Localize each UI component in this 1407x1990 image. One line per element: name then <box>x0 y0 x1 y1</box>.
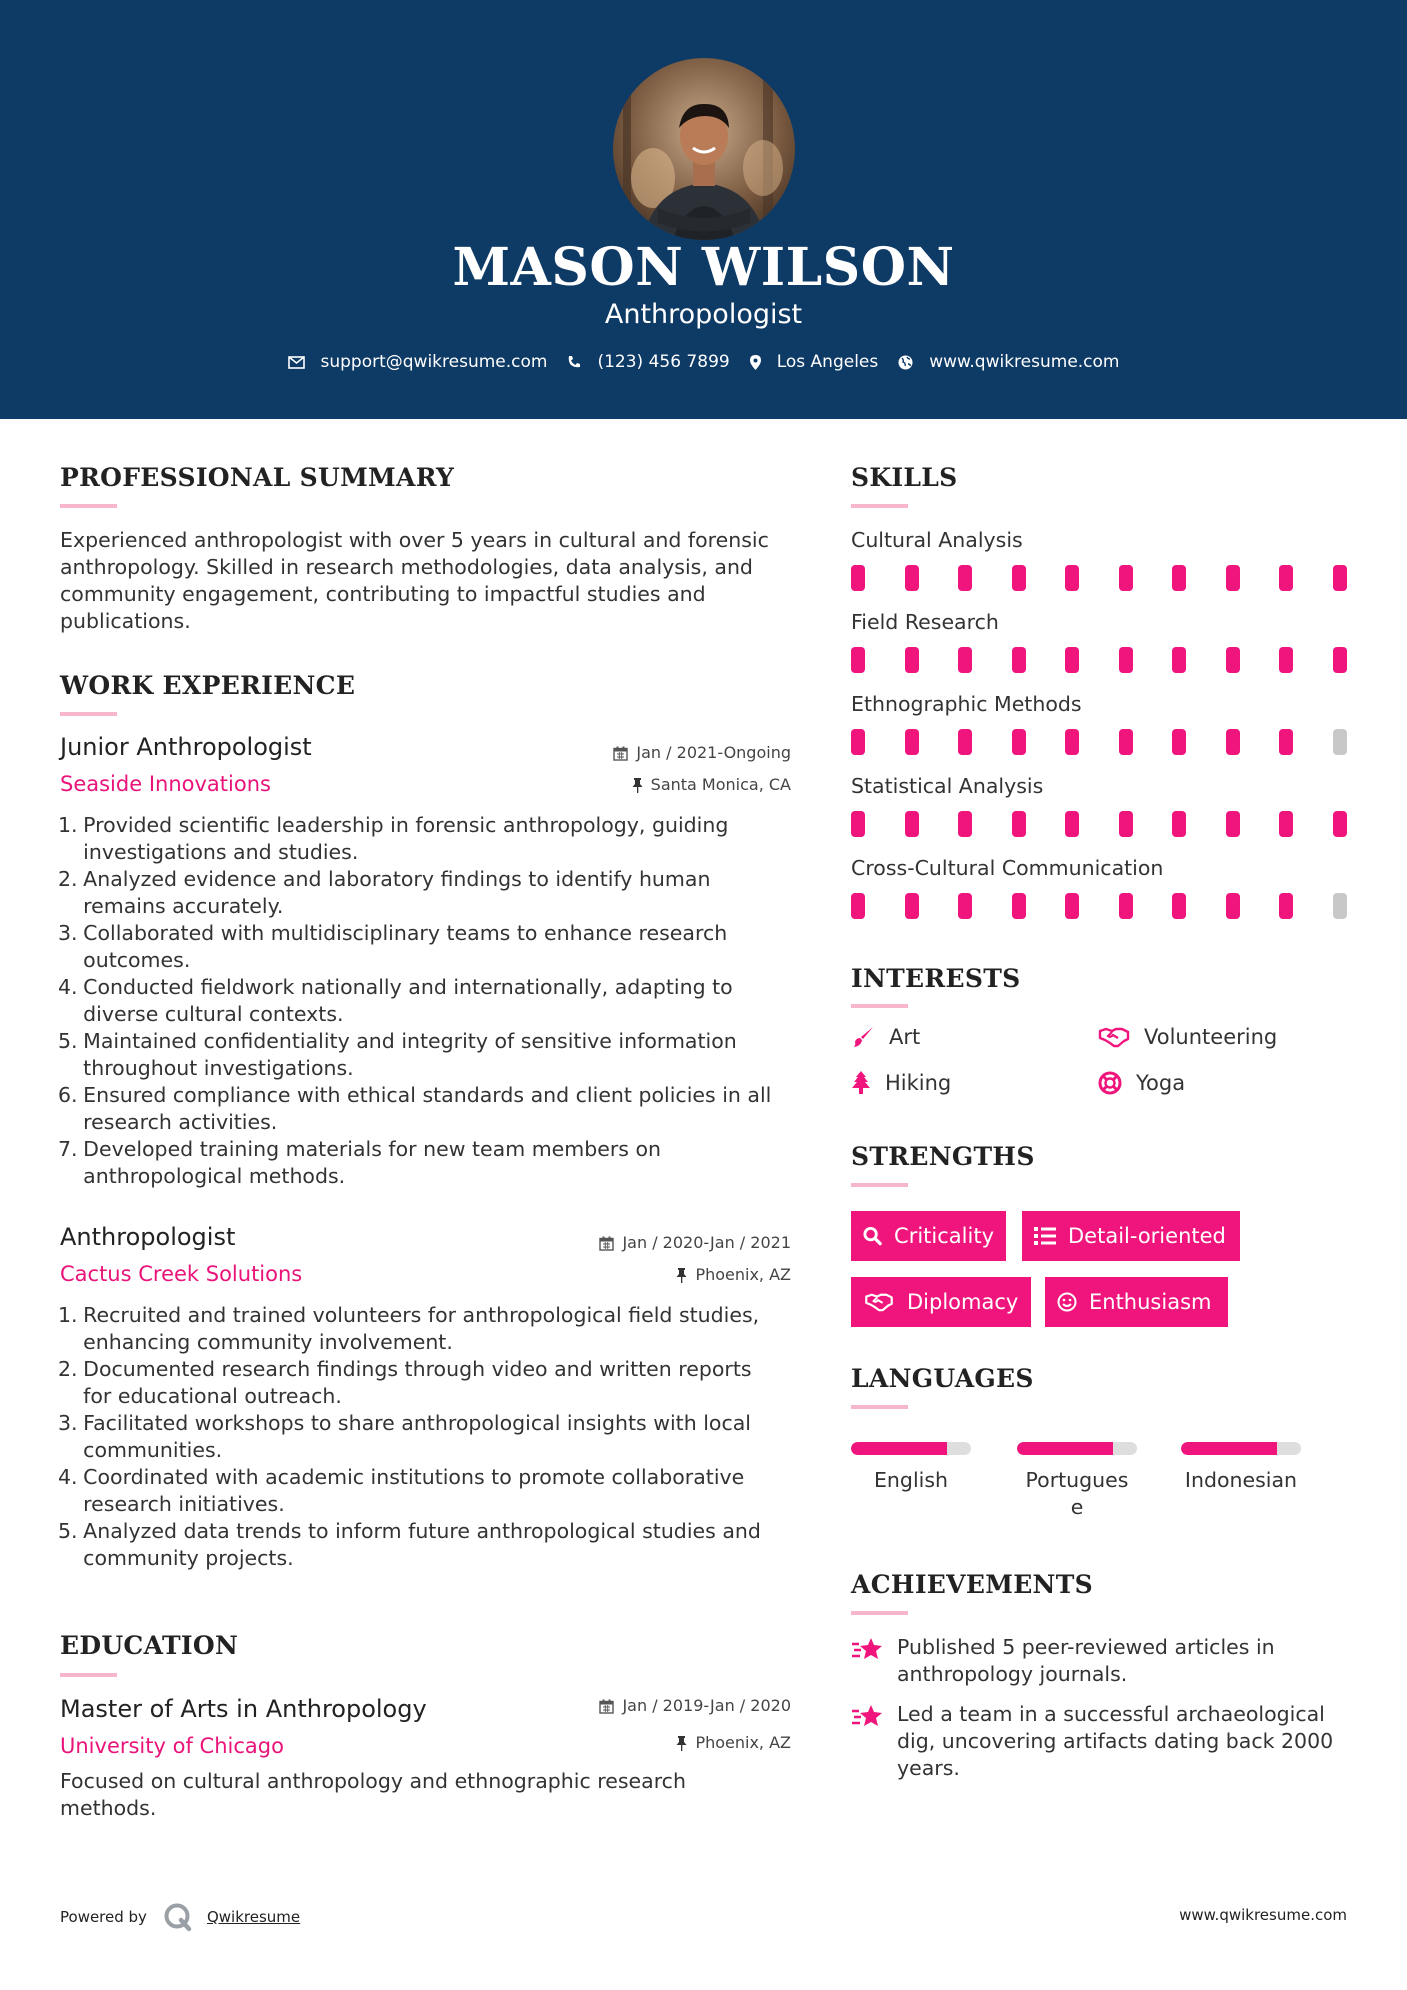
skill-dot-filled <box>1012 647 1026 673</box>
education-line: methods. <box>60 1796 157 1820</box>
job-location-text: Phoenix, AZ <box>695 1265 791 1284</box>
skill-dot-filled <box>958 729 972 755</box>
list-line: research initiatives. <box>83 1492 285 1516</box>
list-item <box>58 812 818 866</box>
list-line: outcomes. <box>83 948 191 972</box>
job-company: Seaside Innovations <box>60 772 271 796</box>
job-duties-list <box>58 812 818 1190</box>
strength-label: Criticality <box>894 1224 994 1248</box>
list-icon <box>1034 1227 1056 1245</box>
interests-heading: INTERESTS <box>851 964 1021 993</box>
language-item <box>1017 1442 1137 1521</box>
skill-dot-filled <box>1065 811 1079 837</box>
shooting-star-icon <box>851 1703 883 1729</box>
education-date-text: Jan / 2019-Jan / 2020 <box>622 1696 791 1715</box>
lifebuoy-icon <box>1098 1071 1122 1095</box>
list-line: remains accurately. <box>83 894 284 918</box>
list-line: Provided scientific leadership in forensic anthropology, guiding <box>83 813 729 837</box>
skills-heading: SKILLS <box>851 463 958 492</box>
list-item <box>58 920 818 974</box>
handshake-icon <box>1098 1026 1130 1048</box>
strength-label: Enthusiasm <box>1089 1290 1212 1314</box>
skill-dot-empty <box>1333 729 1347 755</box>
summary-text <box>60 527 820 635</box>
list-line: Recruited and trained volunteers for anthropological field studies, <box>83 1303 760 1327</box>
list-line: Analyzed data trends to inform future anthropological studies and <box>83 1519 761 1543</box>
skill-name: Cross-Cultural Communication <box>851 856 1164 880</box>
language-bar <box>1017 1442 1137 1455</box>
skill-dot-filled <box>1012 565 1026 591</box>
list-line: Collaborated with multidisciplinary teams to enhance research <box>83 921 728 945</box>
list-line: Facilitated workshops to share anthropological insights with local <box>83 1411 751 1435</box>
skill-dot-filled <box>1012 729 1026 755</box>
calendar-icon <box>599 1699 614 1714</box>
skill-dot-filled <box>1226 811 1240 837</box>
job-duties-list <box>58 1302 818 1572</box>
education-location-text: Phoenix, AZ <box>695 1733 791 1752</box>
skill-dot-filled <box>905 811 919 837</box>
skill-dot-filled <box>1226 729 1240 755</box>
contact-email-text: support@qwikresume.com <box>320 352 548 372</box>
language-bar <box>1181 1442 1301 1455</box>
achievement-item <box>851 1701 1351 1782</box>
skill-item <box>851 691 1351 773</box>
paintbrush-icon <box>851 1025 875 1049</box>
skill-dot-filled <box>958 811 972 837</box>
smile-icon <box>1057 1292 1077 1312</box>
calendar-icon <box>599 1236 614 1251</box>
interest-item <box>1098 1025 1277 1049</box>
skill-rating <box>851 565 1351 591</box>
education-school: University of Chicago <box>60 1734 284 1758</box>
job-location <box>632 774 791 796</box>
interest-item <box>851 1025 920 1049</box>
globe-icon <box>898 355 913 370</box>
pushpin-icon <box>632 778 643 793</box>
list-line: community projects. <box>83 1546 294 1570</box>
skill-item <box>851 855 1351 937</box>
interest-label: Hiking <box>885 1071 952 1095</box>
language-name <box>1017 1467 1137 1521</box>
list-item <box>58 1082 818 1136</box>
skill-dot-filled <box>851 893 865 919</box>
job-location-text: Santa Monica, CA <box>650 775 791 794</box>
skill-dot-filled <box>1333 647 1347 673</box>
list-number: 1. <box>58 1303 78 1327</box>
achievements-heading: ACHIEVEMENTS <box>851 1570 1093 1599</box>
summary-line: community engagement, contributing to impactful studies and <box>60 582 706 606</box>
job-date <box>613 742 791 764</box>
achievement-line: Published 5 peer-reviewed articles in <box>897 1635 1275 1659</box>
strength-label: Detail-oriented <box>1068 1224 1226 1248</box>
skill-dot-filled <box>1065 565 1079 591</box>
skill-dot-filled <box>1172 565 1186 591</box>
summary-line: publications. <box>60 609 191 633</box>
job-date-text: Jan / 2020-Jan / 2021 <box>622 1233 791 1252</box>
list-item <box>58 1028 818 1082</box>
list-line: Analyzed evidence and laboratory findings to identify human <box>83 867 711 891</box>
list-line: Conducted fieldwork nationally and internationally, adapting to <box>83 975 733 999</box>
job-date-text: Jan / 2021-Ongoing <box>636 743 791 762</box>
skill-dot-filled <box>1119 729 1133 755</box>
list-line: for educational outreach. <box>83 1384 342 1408</box>
skill-item <box>851 773 1351 855</box>
strength-label: Diplomacy <box>907 1290 1019 1314</box>
job-date <box>599 1232 791 1254</box>
list-item <box>58 866 818 920</box>
education-date <box>599 1695 791 1717</box>
pushpin-icon <box>676 1268 687 1283</box>
education-heading: EDUCATION <box>60 1631 239 1660</box>
education-line: Focused on cultural anthropology and ethnographic research <box>60 1769 686 1793</box>
footer-branding <box>60 1902 300 1932</box>
interest-label: Yoga <box>1136 1071 1186 1095</box>
skill-dot-filled <box>1226 647 1240 673</box>
achievement-line: anthropology journals. <box>897 1662 1128 1686</box>
list-number: 2. <box>58 867 78 891</box>
skill-dot-filled <box>1119 811 1133 837</box>
skills-list <box>851 527 1351 937</box>
skill-name: Ethnographic Methods <box>851 692 1082 716</box>
skill-dot-filled <box>1119 893 1133 919</box>
skill-dot-filled <box>905 647 919 673</box>
language-name <box>1181 1467 1301 1494</box>
skill-dot-filled <box>851 811 865 837</box>
list-line: Coordinated with academic institutions to promote collaborative <box>83 1465 745 1489</box>
job-title: Anthropologist <box>60 1223 236 1251</box>
education-description <box>60 1768 820 1822</box>
contact-website-text: www.qwikresume.com <box>929 352 1120 372</box>
list-number: 4. <box>58 1465 78 1489</box>
language-name <box>851 1467 971 1494</box>
summary-line: Experienced anthropologist with over 5 years in cultural and forensic <box>60 528 769 552</box>
skill-dot-filled <box>1279 565 1293 591</box>
list-number: 3. <box>58 1411 78 1435</box>
strength-tag <box>1045 1277 1228 1327</box>
summary-line: anthropology. Skilled in research methodologies, data analysis, and <box>60 555 753 579</box>
list-line: Documented research findings through video and written reports <box>83 1357 752 1381</box>
skill-dot-filled <box>1012 893 1026 919</box>
contact-phone[interactable] <box>567 352 729 372</box>
skill-dot-filled <box>851 647 865 673</box>
achievement-line: years. <box>897 1756 960 1780</box>
list-line: investigations and studies. <box>83 840 359 864</box>
search-icon <box>863 1226 882 1246</box>
skills-underline <box>851 504 908 508</box>
skill-dot-filled <box>958 647 972 673</box>
experience-heading: WORK EXPERIENCE <box>60 671 356 700</box>
job-title: Junior Anthropologist <box>60 733 312 761</box>
contact-bar <box>0 352 1407 372</box>
achievement-item <box>851 1634 1351 1688</box>
strength-tag <box>1022 1211 1240 1261</box>
skill-dot-filled <box>1065 729 1079 755</box>
strengths-underline <box>851 1183 908 1187</box>
language-bar <box>851 1442 971 1455</box>
language-bar-fill <box>1017 1442 1113 1455</box>
list-number: 5. <box>58 1029 78 1053</box>
shooting-star-icon <box>851 1636 883 1662</box>
interest-label: Art <box>889 1025 921 1049</box>
footer-website[interactable]: www.qwikresume.com <box>1179 1906 1347 1924</box>
achievement-line: Led a team in a successful archaeological <box>897 1702 1325 1726</box>
language-name-line: Portugues <box>1025 1468 1129 1492</box>
qwikresume-logo-icon <box>163 1902 193 1932</box>
contact-location-text: Los Angeles <box>776 352 879 372</box>
skill-item <box>851 609 1351 691</box>
list-line: throughout investigations. <box>83 1056 354 1080</box>
skill-dot-filled <box>1172 893 1186 919</box>
language-name-line: English <box>873 1468 949 1492</box>
list-item <box>58 1136 818 1190</box>
contact-location <box>750 352 879 372</box>
list-number: 2. <box>58 1357 78 1381</box>
map-pin-icon <box>750 355 761 370</box>
list-item <box>58 1410 818 1464</box>
skill-dot-filled <box>851 729 865 755</box>
skill-dot-filled <box>1279 647 1293 673</box>
skill-dot-filled <box>1333 565 1347 591</box>
skill-dot-empty <box>1333 893 1347 919</box>
handshake-icon <box>863 1292 895 1312</box>
strengths-heading: STRENGTHS <box>851 1142 1035 1171</box>
summary-underline <box>60 504 117 508</box>
language-name-line: e <box>1070 1495 1084 1519</box>
skill-dot-filled <box>1012 811 1026 837</box>
skill-dot-filled <box>1119 647 1133 673</box>
skill-dot-filled <box>1119 565 1133 591</box>
candidate-title: Anthropologist <box>604 299 803 330</box>
interest-label: Volunteering <box>1144 1025 1278 1049</box>
job-company: Cactus Creek Solutions <box>60 1262 303 1286</box>
interests-underline <box>851 1004 908 1008</box>
powered-by-label: Powered by <box>60 1908 147 1926</box>
brand-link[interactable]: Qwikresume <box>206 1908 301 1926</box>
language-item <box>1181 1442 1301 1494</box>
skill-name: Cultural Analysis <box>851 528 1023 552</box>
skill-rating <box>851 729 1351 755</box>
education-degree: Master of Arts in Anthropology <box>60 1695 427 1723</box>
strength-tag <box>851 1211 1006 1261</box>
skill-dot-filled <box>905 729 919 755</box>
education-underline <box>60 1673 117 1677</box>
contact-email[interactable] <box>288 352 548 372</box>
skill-dot-filled <box>958 893 972 919</box>
list-item <box>58 1302 818 1356</box>
skill-dot-filled <box>1172 647 1186 673</box>
education-location <box>676 1732 791 1754</box>
list-number: 5. <box>58 1519 78 1543</box>
calendar-icon <box>613 746 628 761</box>
list-line: enhancing community involvement. <box>83 1330 453 1354</box>
pushpin-icon <box>676 1736 687 1751</box>
tree-icon <box>851 1071 871 1095</box>
skill-dot-filled <box>1279 729 1293 755</box>
language-bar-fill <box>851 1442 947 1455</box>
list-number: 4. <box>58 975 78 999</box>
skill-rating <box>851 811 1351 837</box>
skill-dot-filled <box>1172 811 1186 837</box>
language-item <box>851 1442 971 1494</box>
list-line: diverse cultural contexts. <box>83 1002 344 1026</box>
job-location <box>676 1264 791 1286</box>
skill-rating <box>851 893 1351 919</box>
interest-item <box>1098 1071 1185 1095</box>
list-item <box>58 974 818 1028</box>
contact-phone-text: (123) 456 7899 <box>597 352 730 372</box>
list-item <box>58 1518 818 1572</box>
skill-dot-filled <box>905 565 919 591</box>
skill-dot-filled <box>1333 811 1347 837</box>
skill-dot-filled <box>905 893 919 919</box>
skill-dot-filled <box>1226 565 1240 591</box>
languages-heading: LANGUAGES <box>851 1364 1034 1393</box>
phone-icon <box>567 355 581 369</box>
list-number: 6. <box>58 1083 78 1107</box>
skill-dot-filled <box>958 565 972 591</box>
list-number: 7. <box>58 1137 78 1161</box>
achievement-line: dig, uncovering artifacts dating back 2000 <box>897 1729 1334 1753</box>
list-line: research activities. <box>83 1110 278 1134</box>
envelope-icon <box>288 356 305 369</box>
list-item <box>58 1464 818 1518</box>
skill-dot-filled <box>1065 893 1079 919</box>
strength-tag <box>851 1277 1031 1327</box>
languages-underline <box>851 1405 908 1409</box>
profile-photo <box>613 58 795 240</box>
summary-heading: PROFESSIONAL SUMMARY <box>60 463 455 492</box>
skill-dot-filled <box>1065 647 1079 673</box>
list-item <box>58 1356 818 1410</box>
achievements-underline <box>851 1611 908 1615</box>
contact-website[interactable] <box>898 352 1119 372</box>
skill-item <box>851 527 1351 609</box>
experience-underline <box>60 712 117 716</box>
skill-dot-filled <box>1279 811 1293 837</box>
skill-dot-filled <box>1279 893 1293 919</box>
skill-dot-filled <box>1226 893 1240 919</box>
skill-dot-filled <box>1172 729 1186 755</box>
candidate-name: MASON WILSON <box>452 237 955 298</box>
skill-name: Statistical Analysis <box>851 774 1044 798</box>
list-number: 3. <box>58 921 78 945</box>
interest-item <box>851 1071 951 1095</box>
list-number: 1. <box>58 813 78 837</box>
skill-rating <box>851 647 1351 673</box>
skill-dot-filled <box>851 565 865 591</box>
language-name-line: Indonesian <box>1184 1468 1298 1492</box>
list-line: Maintained confidentiality and integrity of sensitive information <box>83 1029 737 1053</box>
skill-name: Field Research <box>851 610 999 634</box>
list-line: Ensured compliance with ethical standards and client policies in all <box>83 1083 772 1107</box>
list-line: anthropological methods. <box>83 1164 346 1188</box>
language-bar-fill <box>1181 1442 1277 1455</box>
list-line: Developed training materials for new team members on <box>83 1137 662 1161</box>
list-line: communities. <box>83 1438 223 1462</box>
